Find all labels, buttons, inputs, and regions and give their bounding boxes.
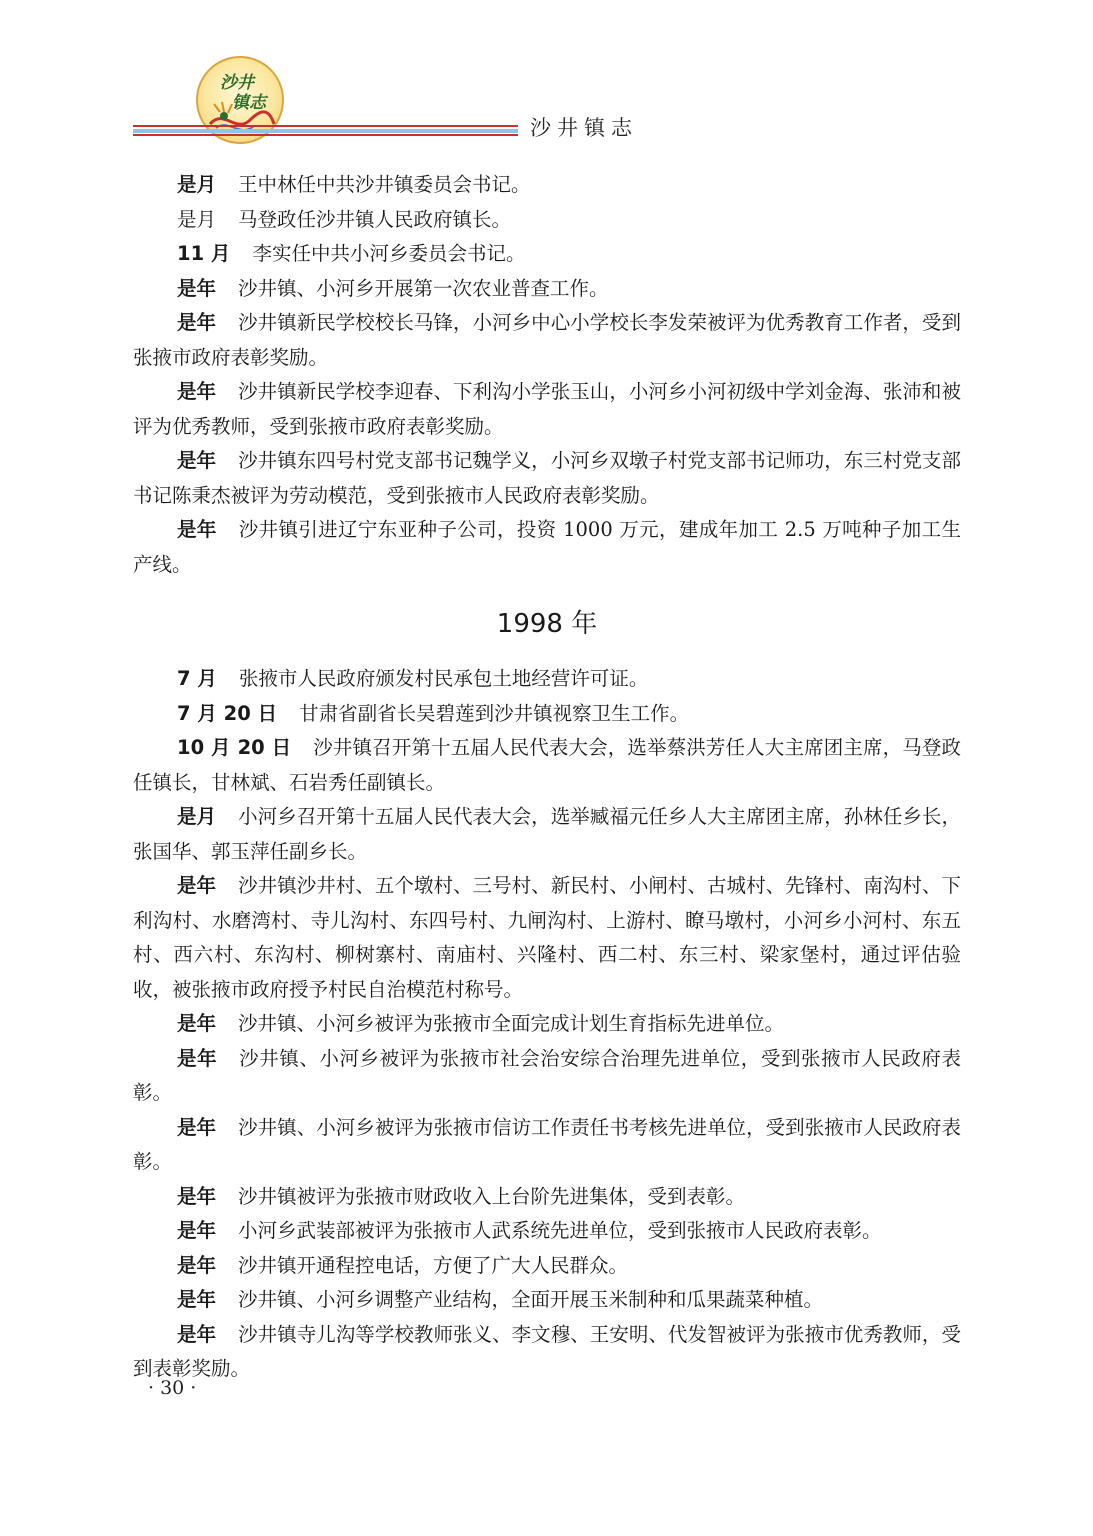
entry-date: 是年 <box>177 1322 217 1346</box>
chronicle-entry <box>133 1111 961 1180</box>
entry-date: 是年 <box>177 518 217 541</box>
entry-date: 是月 <box>177 173 217 196</box>
entry-date: 11 月 <box>177 242 231 265</box>
entry-date: 是年 <box>177 1115 217 1139</box>
entry-date: 是年 <box>177 1253 217 1277</box>
chronicle-entry <box>133 1283 961 1318</box>
chronicle-entry <box>133 272 961 307</box>
chronicle-entry <box>133 869 961 1007</box>
chronicle-entry <box>133 800 961 869</box>
entries-1998 <box>133 662 961 1387</box>
chronicle-entry <box>133 662 961 697</box>
header-rule-bottom <box>133 134 518 136</box>
page-header <box>0 0 1093 160</box>
entry-date: 是年 <box>177 874 217 897</box>
entry-date: 是年 <box>177 276 217 300</box>
entry-date: 是年 <box>177 449 217 472</box>
entry-date: 是年 <box>177 1012 217 1035</box>
entry-text: 沙井镇、小河乡被评为张掖市社会治安综合治理先进单位，受到张掖市人民政府表彰。 <box>133 1046 961 1104</box>
entry-date: 7 月 <box>177 667 217 690</box>
chronicle-entry <box>133 731 961 800</box>
chronicle-entry <box>133 1007 961 1042</box>
running-title: 沙井镇志 <box>530 116 638 140</box>
entry-text: 沙井镇引进辽宁东亚种子公司，投资 1000 万元，建成年加工 2.5 万吨种子加工生产线。 <box>133 518 961 576</box>
logo-text-line2: 镇志 <box>232 93 266 113</box>
chronicle-entry <box>133 1214 961 1249</box>
header-rule-top <box>133 125 518 127</box>
entry-text: 小河乡武装部被评为张掖市人武系统先进单位，受到张掖市人民政府表彰。 <box>238 1219 882 1242</box>
entry-text: 张掖市人民政府颁发村民承包土地经营许可证。 <box>238 667 649 690</box>
entry-date: 是年 <box>177 1288 217 1311</box>
chronicle-entry <box>133 237 961 272</box>
entry-text: 沙井镇、小河乡调整产业结构，全面开展玉米制种和瓜果蔬菜种植。 <box>238 1288 824 1311</box>
chronicle-entry <box>133 1249 961 1284</box>
entry-text: 沙井镇东四号村党支部书记魏学义，小河乡双墩子村党支部书记师功，东三村党支部书记陈秉杰被评为劳动模范，受到张掖市人民政府表彰奖励。 <box>133 449 961 507</box>
entry-text: 沙井镇被评为张掖市财政收入上台阶先进集体，受到表彰。 <box>238 1184 746 1208</box>
entry-text: 沙井镇寺儿沟等学校教师张义、李文穆、王安明、代发智被评为张掖市优秀教师，受到表彰奖励。 <box>133 1322 961 1380</box>
entry-date: 是月 <box>177 207 217 231</box>
chronicle-entry <box>133 513 961 582</box>
entry-date: 是年 <box>177 311 217 334</box>
entry-text: 沙井镇新民学校李迎春、下利沟小学张玉山，小河乡小河初级中学刘金海、张沛和被评为优秀教师，受到张掖市政府表彰奖励。 <box>133 380 961 438</box>
entry-text: 沙井镇开通程控电话，方便了广大人民群众。 <box>238 1253 629 1277</box>
entry-text: 甘肃省副省长吴碧莲到沙井镇视察卫生工作。 <box>299 701 690 725</box>
entry-date: 是月 <box>177 805 217 828</box>
entry-text: 小河乡召开第十五届人民代表大会，选举臧福元任乡人大主席团主席，孙林任乡长，张国华、郭玉萍任副乡长。 <box>133 805 961 863</box>
entry-text: 王中林任中共沙井镇委员会书记。 <box>238 173 531 196</box>
entry-date: 10 月 20 日 <box>177 736 292 759</box>
chronicle-entry <box>133 444 961 513</box>
chronicle-entry <box>133 697 961 732</box>
entry-date: 是年 <box>177 380 217 403</box>
entry-text: 李实任中共小河乡委员会书记。 <box>252 242 526 265</box>
chronicle-entry <box>133 1042 961 1111</box>
entry-text: 沙井镇新民学校校长马锋，小河乡中心小学校长李发荣被评为优秀教育工作者，受到张掖市政府表彰奖励。 <box>133 311 961 369</box>
entry-text: 沙井镇、小河乡被评为张掖市信访工作责任书考核先进单位，受到张掖市人民政府表彰。 <box>133 1115 961 1173</box>
entry-text: 沙井镇、小河乡被评为张掖市全面完成计划生育指标先进单位。 <box>238 1012 785 1035</box>
chronicle-entry <box>133 168 961 203</box>
entry-text: 沙井镇召开第十五届人民代表大会，选举蔡洪芳任人大主席团主席，马登政任镇长，甘林斌、石岩秀任副镇长。 <box>133 736 961 794</box>
header-rule-middle <box>133 129 518 133</box>
logo-text-line1: 沙井 <box>220 73 254 93</box>
chronicle-entry <box>133 375 961 444</box>
chronicle-entry <box>133 306 961 375</box>
chronicle-entry <box>133 1180 961 1215</box>
entries-1997 <box>133 168 961 582</box>
entry-date: 7 月 20 日 <box>177 701 278 725</box>
chronicle-entry <box>133 1318 961 1387</box>
entry-text: 沙井镇、小河乡开展第一次农业普查工作。 <box>238 276 609 300</box>
chronicle-entry <box>133 203 961 238</box>
entry-date: 是年 <box>177 1219 217 1242</box>
year-heading: 1998 年 <box>496 609 598 639</box>
page-number: · 30 · <box>148 1377 197 1399</box>
entry-text: 马登政任沙井镇人民政府镇长。 <box>238 207 512 231</box>
entry-date: 是年 <box>177 1046 218 1070</box>
entry-text: 沙井镇沙井村、五个墩村、三号村、新民村、小闸村、古城村、先锋村、南沟村、下利沟村、水磨湾村、寺儿沟村、东四号村、九闸沟村、上游村、瞭马墩村，小河乡小河村、东五村、西六村、东沟村、柳树寨村、南庙村、兴隆村、西二村、东三村、梁家堡村，通过评估验收，被张掖市政府授予村民自治模范村称号。 <box>133 874 961 1001</box>
entry-date: 是年 <box>177 1184 217 1208</box>
page-body <box>133 168 961 1387</box>
